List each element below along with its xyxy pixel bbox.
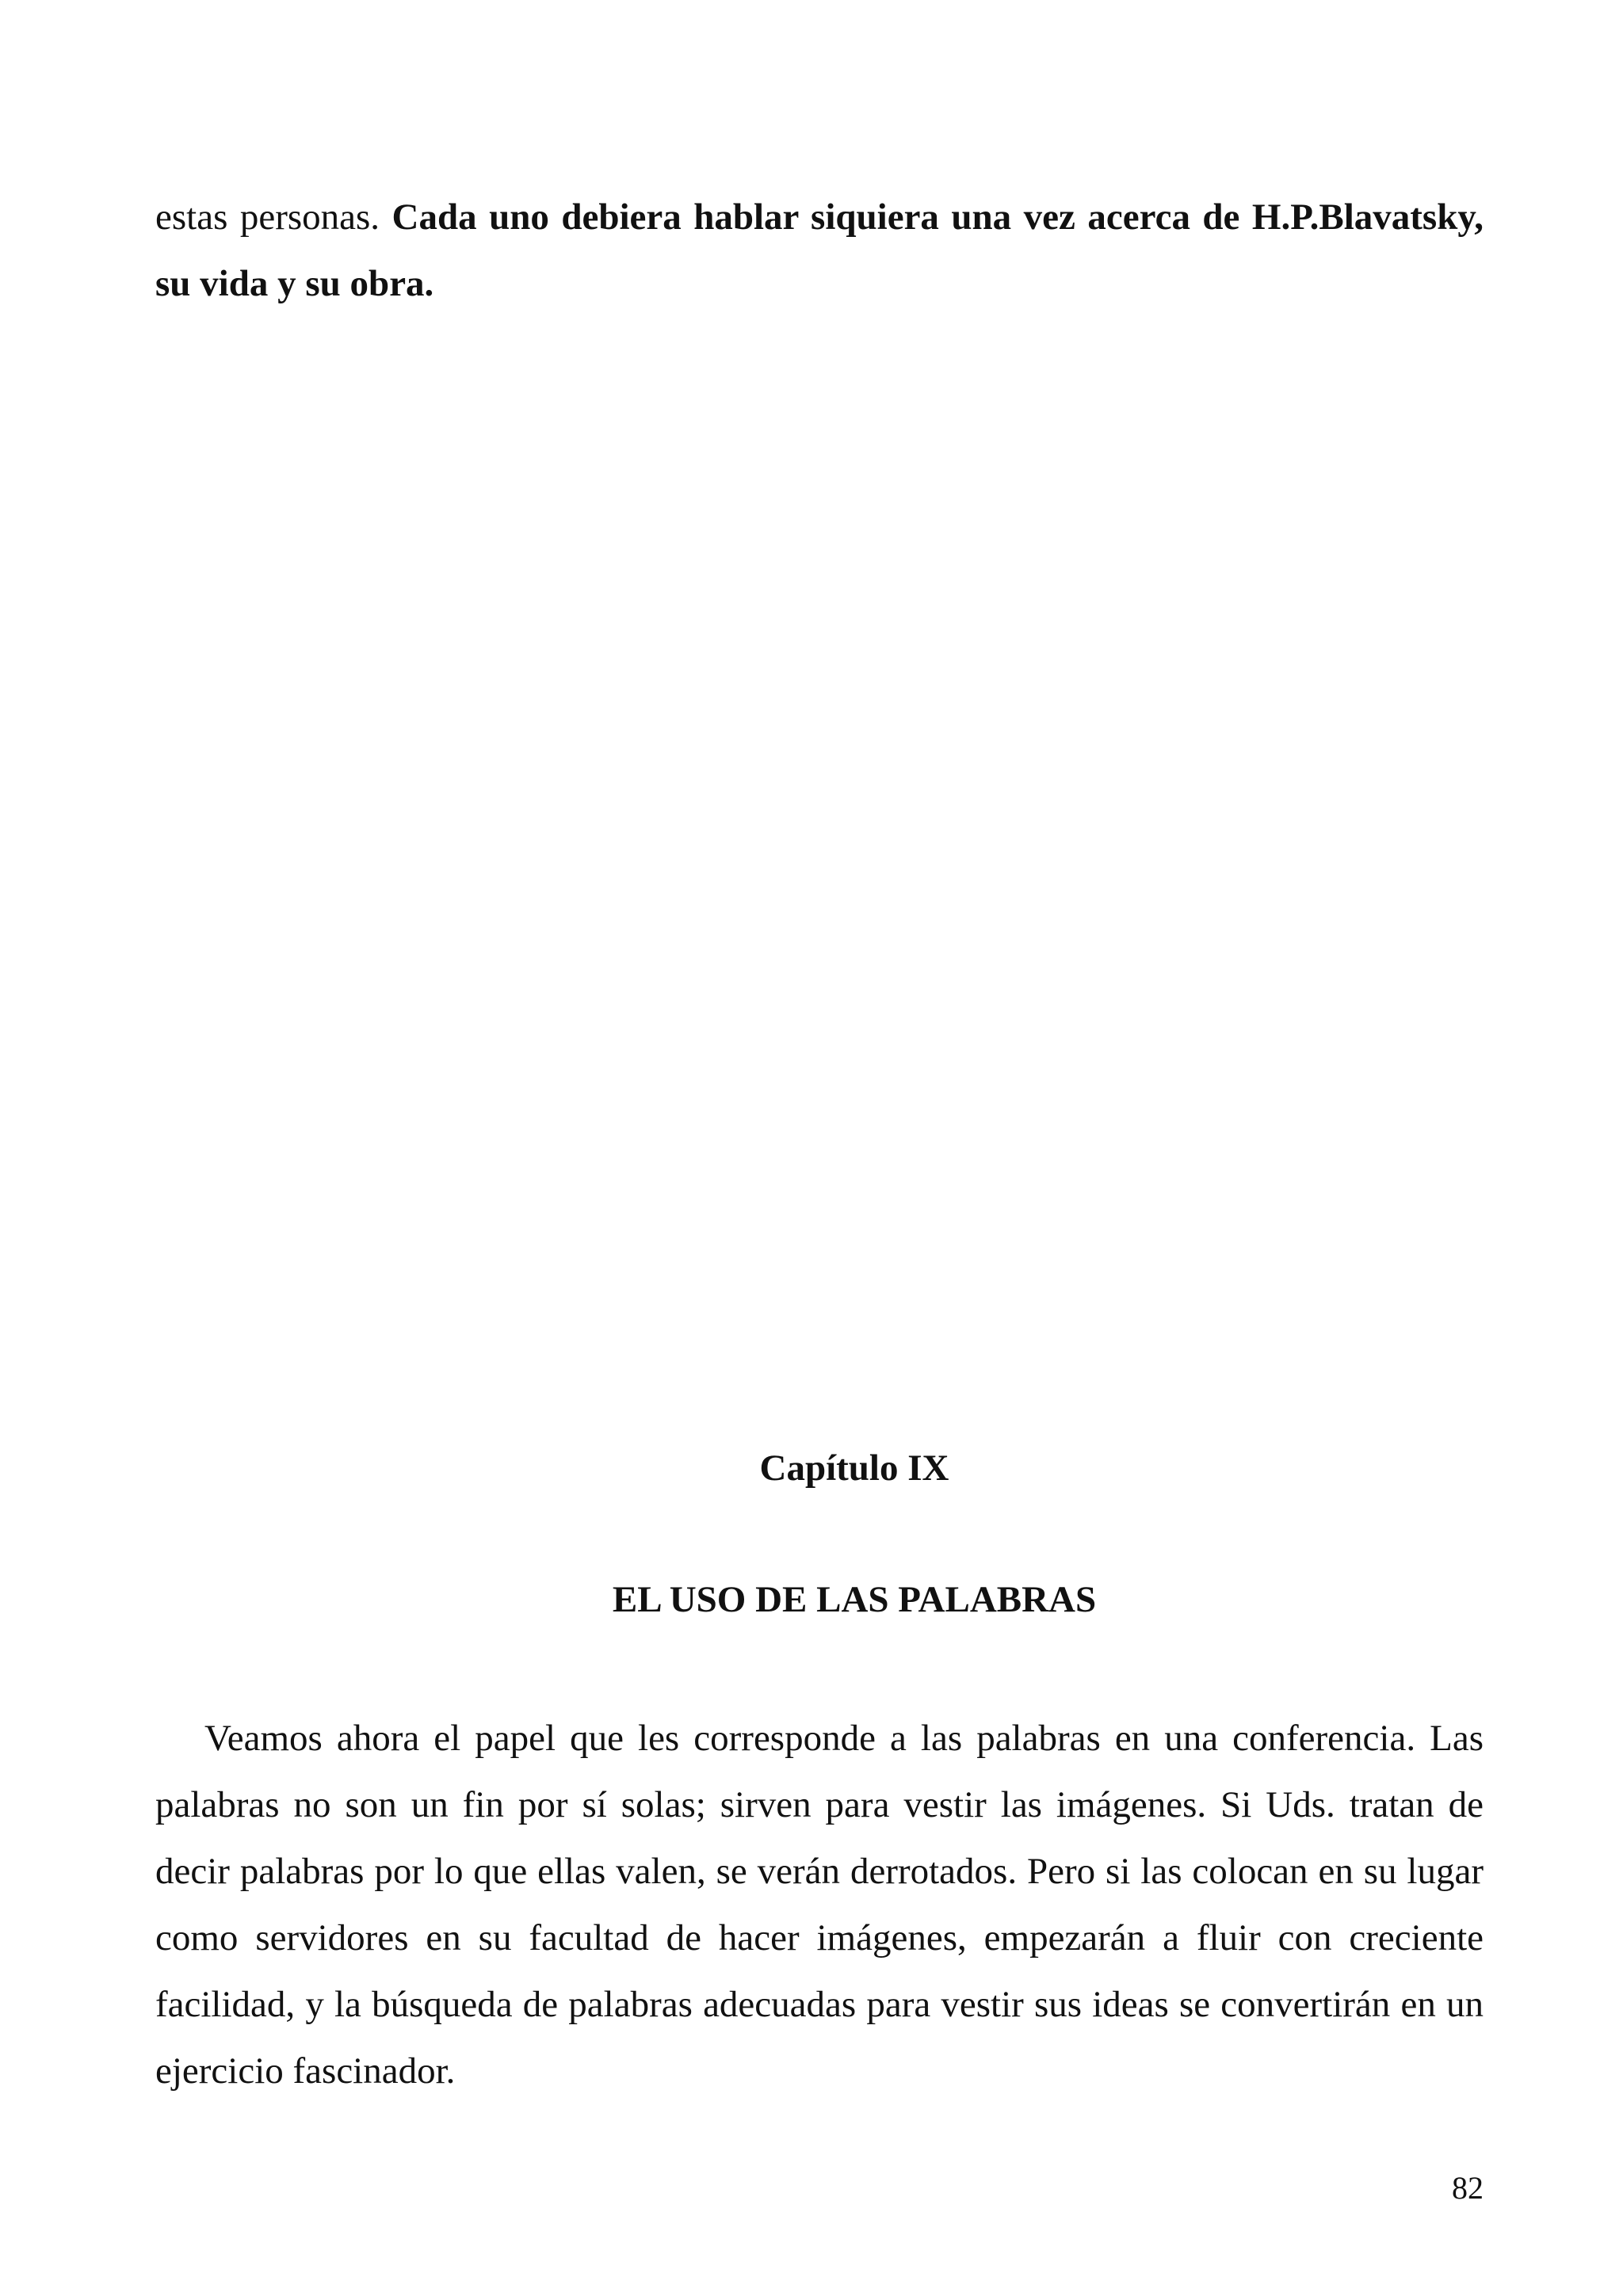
chapter-number: Capítulo IX bbox=[759, 1447, 949, 1489]
continuation-plain-text: estas personas. bbox=[155, 196, 392, 238]
continuation-bold-text: Cada uno debiera hablar siquiera una vez acerca de H.P.Blavatsky, su vida y su obra. bbox=[155, 196, 1484, 304]
body-paragraph: Veamos ahora el papel que les corresponde a las palabras en una conferencia. Las palabras no son un fin por sí solas; sirven para vestir las imágenes. Si Uds. tratan de decir palabras por lo que ellas valen, se verán derrotados. Pero si las colocan en su lugar como servidores en su facultad de hacer imágenes, empezarán a fluir con creciente facilidad, y la búsqueda de palabras adecuadas para vestir sus ideas se convertirán en un ejercicio fascinador. bbox=[155, 1718, 1484, 2092]
page-number: 82 bbox=[1452, 2170, 1484, 2206]
continuation-paragraph bbox=[155, 184, 1484, 317]
chapter-title: EL USO DE LAS PALABRAS bbox=[612, 1579, 1097, 1620]
